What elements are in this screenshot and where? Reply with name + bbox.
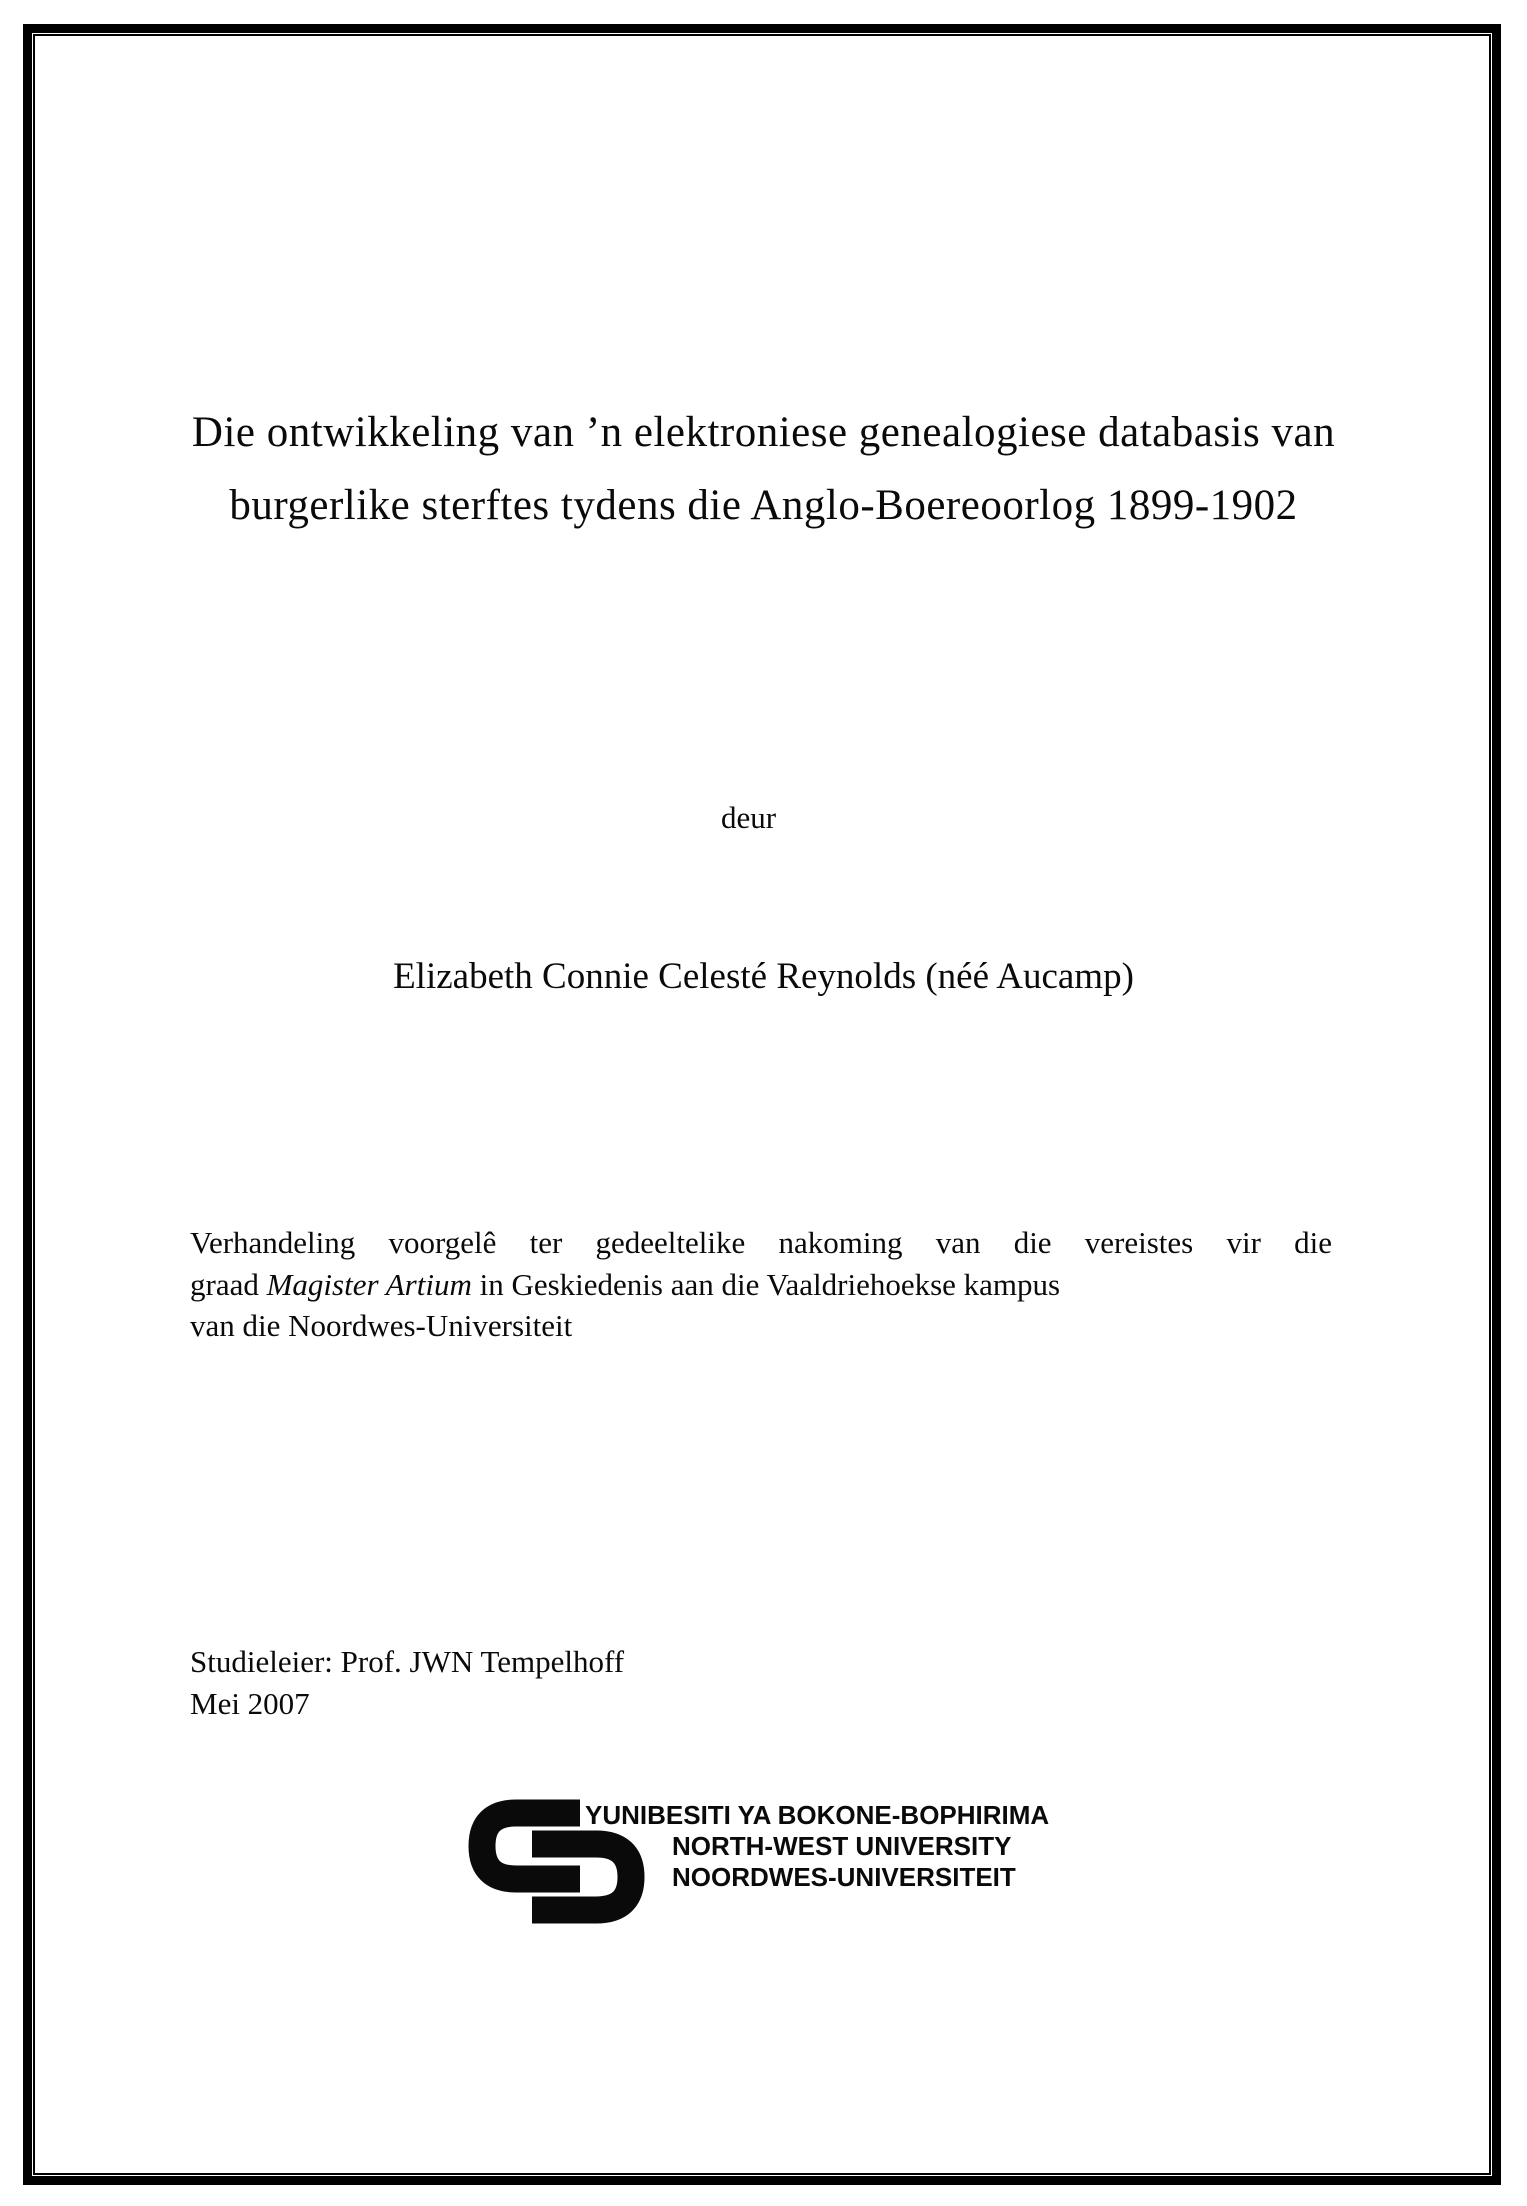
author-name: Elizabeth Connie Celesté Reynolds (néé Aucamp) (393, 956, 1134, 997)
submission-line2-suffix: in Geskiedenis aan die Vaaldriehoekse kampus (471, 1266, 1061, 1302)
university-logo (468, 1797, 1088, 1937)
submission-line2-prefix: graad (190, 1266, 267, 1302)
thesis-title (150, 396, 1377, 542)
submission-line1: Verhandeling voorgelê ter gedeeltelike nakoming van die vereistes vir die (190, 1225, 1332, 1260)
byline-label: deur (720, 800, 777, 835)
submission-statement (190, 1222, 1332, 1347)
logo-text-english: NORTH-WEST UNIVERSITY (672, 1831, 1012, 1861)
submission-line2 (190, 1264, 1332, 1306)
logo-text-setswana: YUNIBESITI YA BOKONE-BOPHIRIMA (585, 1800, 1050, 1830)
degree-name: Magister Artium (266, 1266, 472, 1302)
thesis-title-line1: Die ontwikkeling van ’n elektroniese genealogiese databasis van (191, 409, 1336, 456)
supervisor-block (190, 1641, 624, 1725)
logo-text-afrikaans: NOORDWES-UNIVERSITEIT (672, 1862, 1016, 1892)
supervisor-line: Studieleier: Prof. JWN Tempelhoff (190, 1644, 625, 1679)
submission-line3: van die Noordwes-Universiteit (190, 1308, 573, 1343)
date-line: Mei 2007 (190, 1686, 310, 1721)
university-logo-text (585, 1800, 1049, 1893)
thesis-title-line2: burgerlike sterftes tydens die Anglo-Boereoorlog 1899-1902 (229, 482, 1298, 529)
